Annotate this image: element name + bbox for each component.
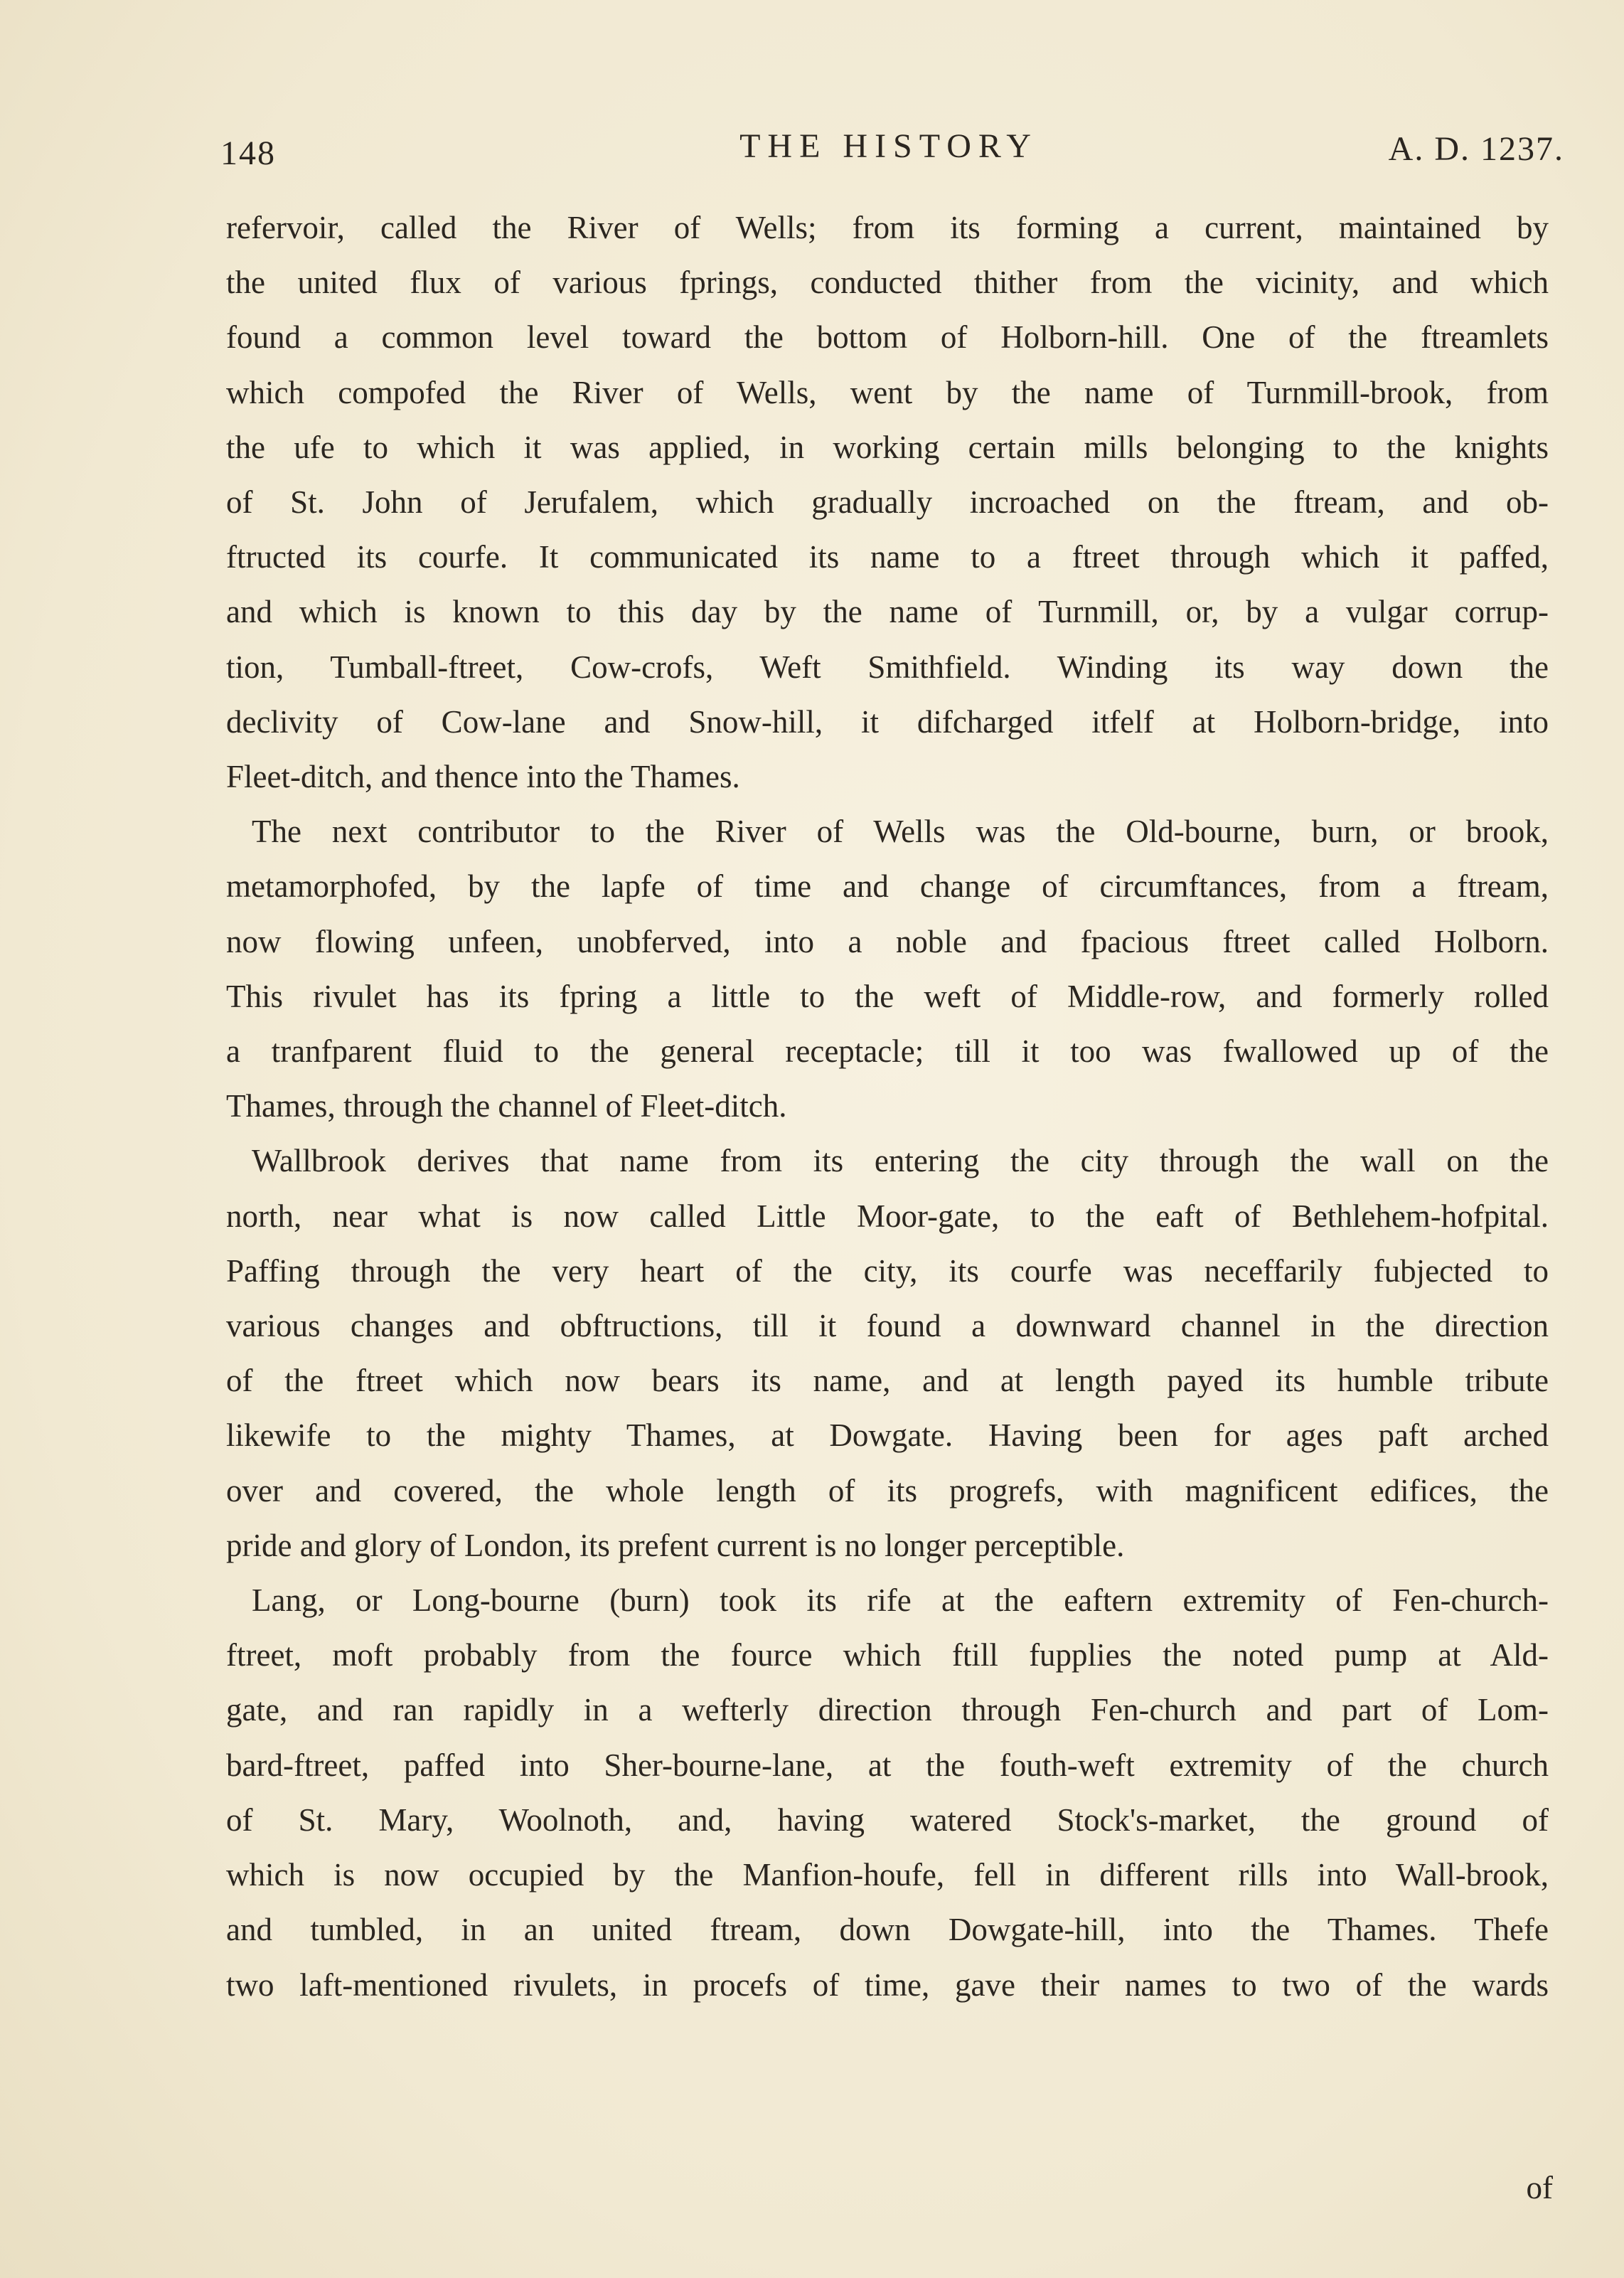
text-line: the united flux of various fprings, conducted thither from the vicinity, and which: [226, 265, 1549, 301]
text-line: ftructed its courfe. It communicated its name to a ftreet through which it paffed,: [226, 539, 1549, 575]
text-line: and tumbled, in an united ftream, down Dowgate-hill, into the Thames. Thefe: [226, 1912, 1549, 1948]
year-marker: A. D. 1237.: [1388, 130, 1564, 168]
text-line: ftreet, moft probably from the fource which ftill fupplies the noted pump at Ald-: [226, 1637, 1549, 1673]
page-number: 148: [220, 134, 276, 172]
text-line: and which is known to this day by the name of Turnmill, or, by a vulgar corrup-: [226, 594, 1549, 630]
text-line: This rivulet has its fpring a little to the weft of Middle-row, and formerly rolled: [226, 978, 1549, 1014]
text-line: the ufe to which it was applied, in working certain mills belonging to the knights: [226, 429, 1549, 465]
catchword: [1526, 2170, 1554, 2277]
text-line: The next contributor to the River of Wells was the Old-bourne, burn, or brook,: [252, 814, 1549, 850]
body-text: [226, 201, 1549, 2013]
text-line: Lang, or Long-bourne (burn) took its rife at the eaftern extremity of Fen-church-: [252, 1582, 1549, 1619]
text-line: over and covered, the whole length of its progrefs, with magnificent edifices, the: [226, 1472, 1549, 1508]
text-line: pride and glory of London, its prefent current is no longer perceptible.: [226, 1527, 1125, 1563]
text-line: tion, Tumball-ftreet, Cow-crofs, Weft Smithfield. Winding its way down the: [226, 649, 1549, 685]
text-line: Thames, through the channel of Fleet-ditch.: [226, 1088, 787, 1124]
text-line: which is now occupied by the Manfion-houfe, fell in different rills into Wall-brook,: [226, 1857, 1549, 1893]
text-line: now flowing unfeen, unobferved, into a noble and fpacious ftreet called Holborn.: [226, 923, 1549, 959]
text-line: of St. John of Jerufalem, which gradually incroached on the ftream, and ob-: [226, 484, 1549, 521]
text-line: north, near what is now called Little Moor-gate, to the eaft of Bethlehem-hofpital.: [226, 1198, 1549, 1234]
text-line: gate, and ran rapidly in a wefterly direction through Fen-church and part of Lom-: [226, 1692, 1549, 1728]
catchword-text: of: [1526, 2170, 1553, 2205]
text-line: metamorphofed, by the lapfe of time and change of circumftances, from a ftream,: [226, 868, 1549, 905]
text-line: of the ftreet which now bears its name, and at length payed its humble tribute: [226, 1363, 1549, 1399]
text-line: declivity of Cow-lane and Snow-hill, it difcharged itfelf at Holborn-bridge, into: [226, 703, 1549, 740]
text-line: Fleet-ditch, and thence into the Thames.: [226, 759, 740, 795]
running-header: [213, 127, 1564, 176]
text-line: Wallbrook derives that name from its entering the city through the wall on the: [252, 1143, 1549, 1179]
text-line: which compofed the River of Wells, went by the name of Turnmill-brook, from: [226, 374, 1549, 410]
text-line: Paffing through the very heart of the city, its courfe was neceffarily fubjected to: [226, 1252, 1549, 1289]
text-line: two laft-mentioned rivulets, in procefs of time, gave their names to two of the wards: [226, 1966, 1549, 2003]
text-line: refervoir, called the River of Wells; from its forming a current, maintained by: [226, 210, 1549, 245]
text-line: found a common level toward the bottom of Holborn-hill. One of the ftreamlets: [226, 319, 1549, 356]
text-line: a tranfparent fluid to the general receptacle; till it too was fwallowed up of the: [226, 1033, 1549, 1070]
text-line: various changes and obftructions, till it found a downward channel in the direction: [226, 1308, 1549, 1344]
text-line: bard-ftreet, paffed into Sher-bourne-lane, at the fouth-weft extremity of the church: [226, 1747, 1549, 1783]
text-line: of St. Mary, Woolnoth, and, having watered Stock's-market, the ground of: [226, 1801, 1549, 1838]
running-title: THE HISTORY: [739, 127, 1038, 165]
text-line: likewife to the mighty Thames, at Dowgate. Having been for ages paft arched: [226, 1417, 1549, 1454]
